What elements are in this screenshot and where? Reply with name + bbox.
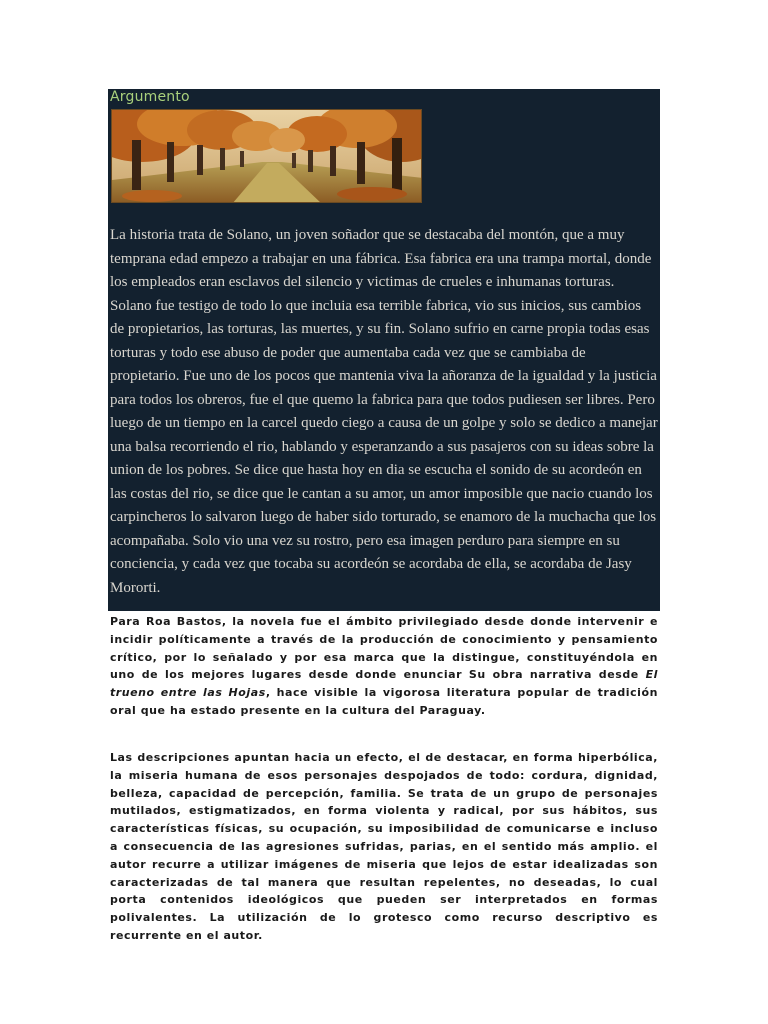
- plot-summary-text: La historia trata de Solano, un joven soñador que se destacaba del montón, que a muy temprana edad empezo a trabajar en una fábrica. Esa fabrica era una trampa mortal, donde los empleados eran esclavos del silencio y victimas de crueles e inhumanas torturas. Solano fue testigo de todo lo que incluia esa terrible fabrica, vio sus inicios, sus cambios de propietarios, las torturas, las muertes, y su fin. Solano sufrio en carne propia todas esas torturas y todo ese abuso de poder que aumentaba cada vez que se cambiaba de propietario. Fue uno de los pocos que mantenia viva la añoranza de la igualdad y la justicia para todos los obreros, fue el que quemo la fabrica para que todos pudiesen ser libres. Pero luego de un tiempo en la carcel quedo ciego a causa de un golpe y solo se dedico a manejar una balsa recorriendo el rio, hablando y esperanzando a sus pasajeros con su ideas sobre la union de los pobres. Se dice que hasta hoy en dia se escucha el sonido de su acordeón en las costas del rio, se dice que le cantan a su amor, un amor imposible que nacio cuando los carpincheros lo salvaron luego de haber sido torturado, se enamoro de la muchacha que los acompañaba. Solo vio una vez su rostro, pero esa imagen perduro para siempre en su conciencia, y cada vez que tocaba su acordeón se acordaba de ella, se acordaba de Jasy Mororti.: [110, 227, 658, 596]
- analysis-paragraph-1: [110, 613, 658, 720]
- analysis-paragraph-2: [110, 749, 658, 945]
- book-title: El trueno entre las Hojas: [110, 668, 658, 700]
- plot-summary: [110, 224, 658, 600]
- argumento-section: [108, 89, 660, 611]
- section-heading: Argumento: [110, 89, 190, 105]
- paragraph-text-end: , hace visible la vigorosa literatura popular de tradición oral que ha estado presente en la cultura del Paraguay.: [110, 686, 658, 717]
- paragraph-text: Las descripciones apuntan hacia un efecto, el de destacar, en forma hiperbólica, la miseria humana de esos personajes despojados de todo: cordura, dignidad, belleza, capacidad de percepción, familia. Se trata de un grupo de personajes mutilados, estigmatizados, en forma violenta y radical, por sus hábitos, sus características físicas, su ocupación, su imposibilidad de comunicarse e incluso a consecuencia de las agresiones sufridas, parias, en el sentido más amplio. el autor recurre a utilizar imágenes de miseria que lejos de estar idealizadas son caracterizadas de tal manera que resultan repelentes, no deseadas, lo cual porta contenidos ideológicos que pueden ser interpretados en formas polivalentes. La utilización de lo grotesco como recurso descriptivo es recurrente en el autor.: [110, 751, 658, 942]
- paragraph-text-start: Para Roa Bastos, la novela fue el ámbito privilegiado desde donde intervenir e incidir políticamente a través de la producción de conocimiento y pensamiento crítico, por lo señalado y por esa marca que la distingue, constituyéndola en uno de los mejores lugares desde donde enunciar Su obra narrativa desde: [110, 615, 658, 682]
- paragraph-text: [110, 613, 658, 720]
- autumn-trees-photo: [111, 109, 422, 203]
